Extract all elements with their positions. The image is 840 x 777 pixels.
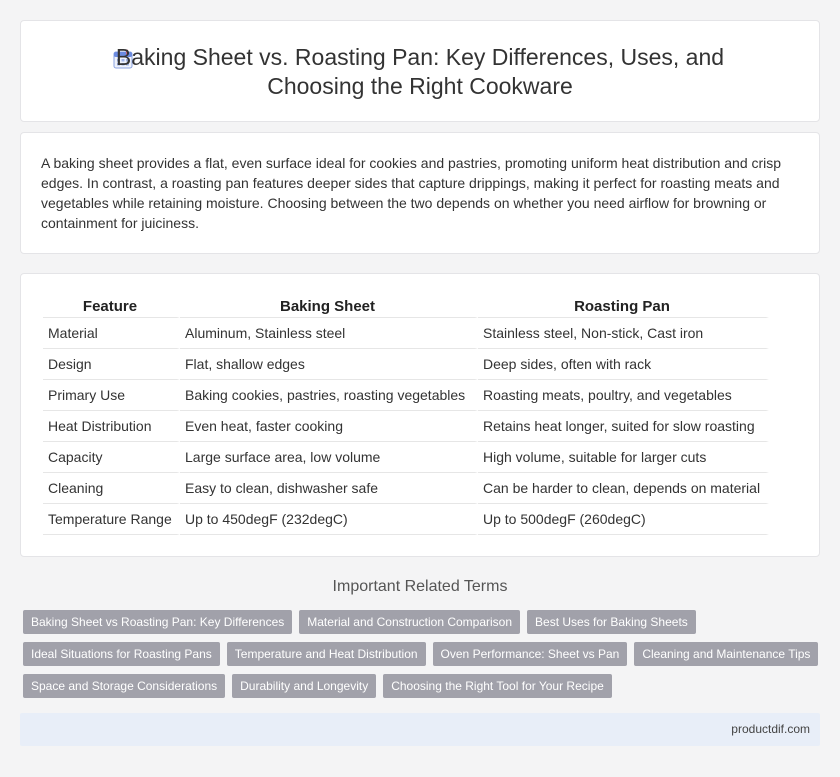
tag-row: [23, 642, 823, 666]
footer-bar: [20, 713, 820, 746]
table-row: [43, 349, 769, 380]
column-header-roasting-pan: Roasting Pan: [478, 298, 769, 318]
table-cell: Can be harder to clean, depends on material: [478, 473, 769, 504]
table-row: [43, 411, 769, 442]
intro-card: [20, 132, 820, 254]
related-term-tag[interactable]: Oven Performance: Sheet vs Pan: [433, 642, 628, 666]
table-cell: High volume, suitable for larger cuts: [478, 442, 769, 473]
table-row: [43, 318, 769, 349]
table-row: [43, 504, 769, 535]
table-cell: Up to 500degF (260degC): [478, 504, 769, 535]
table-cell: Aluminum, Stainless steel: [180, 318, 478, 349]
related-term-tag[interactable]: Space and Storage Considerations: [23, 674, 225, 698]
intro-paragraph: A baking sheet provides a flat, even surface ideal for cookies and pastries, promoting uniform heat distribution and crisp edges. In contrast, a roasting pan features deeper sides that capture drippings, making it perfect for roasting meats and vegetables while retaining moisture. Choosing between the two depends on whether you need airflow for browning or containment for juiciness.: [41, 155, 782, 231]
tag-row: [23, 674, 823, 698]
table-cell: Cleaning: [43, 473, 180, 504]
table-cell: Stainless steel, Non-stick, Cast iron: [478, 318, 769, 349]
table-header-row: [43, 298, 769, 318]
table-cell: Primary Use: [43, 380, 180, 411]
related-term-tag[interactable]: Baking Sheet vs Roasting Pan: Key Differences: [23, 610, 292, 634]
table-cell: Flat, shallow edges: [180, 349, 478, 380]
comparison-table: [43, 298, 769, 535]
related-term-tag[interactable]: Ideal Situations for Roasting Pans: [23, 642, 220, 666]
table-cell: Easy to clean, dishwasher safe: [180, 473, 478, 504]
related-term-tag[interactable]: Material and Construction Comparison: [299, 610, 520, 634]
related-terms-list: [23, 610, 823, 706]
table-cell: Up to 450degF (232degC): [180, 504, 478, 535]
table-cell: Design: [43, 349, 180, 380]
related-term-tag[interactable]: Durability and Longevity: [232, 674, 376, 698]
related-term-tag[interactable]: Temperature and Heat Distribution: [227, 642, 426, 666]
column-header-baking-sheet: Baking Sheet: [180, 298, 478, 318]
table-cell: Retains heat longer, suited for slow roasting: [478, 411, 769, 442]
table-row: [43, 380, 769, 411]
comparison-table-card: [20, 273, 820, 557]
header-card: [20, 20, 820, 122]
table-cell: Large surface area, low volume: [180, 442, 478, 473]
table-cell: Baking cookies, pastries, roasting vegetables: [180, 380, 478, 411]
page-title-line-1: Baking Sheet vs. Roasting Pan: Key Differences, Uses, and: [115, 44, 725, 70]
related-term-tag[interactable]: Best Uses for Baking Sheets: [527, 610, 696, 634]
table-row: [43, 473, 769, 504]
page-title: [21, 43, 819, 101]
table-cell: Deep sides, often with rack: [478, 349, 769, 380]
related-term-tag[interactable]: Cleaning and Maintenance Tips: [634, 642, 818, 666]
tag-row: [23, 610, 823, 634]
table-cell: Even heat, faster cooking: [180, 411, 478, 442]
table-cell: Capacity: [43, 442, 180, 473]
table-cell: Temperature Range: [43, 504, 180, 535]
related-terms-heading: Important Related Terms: [332, 578, 508, 595]
table-cell: Heat Distribution: [43, 411, 180, 442]
table-row: [43, 442, 769, 473]
table-cell: Roasting meats, poultry, and vegetables: [478, 380, 769, 411]
page-title-line-2: Choosing the Right Cookware: [267, 73, 573, 99]
table-cell: Material: [43, 318, 180, 349]
related-term-tag[interactable]: Choosing the Right Tool for Your Recipe: [383, 674, 612, 698]
source-site-label: productdif.com: [731, 722, 810, 736]
column-header-feature: Feature: [43, 298, 180, 318]
